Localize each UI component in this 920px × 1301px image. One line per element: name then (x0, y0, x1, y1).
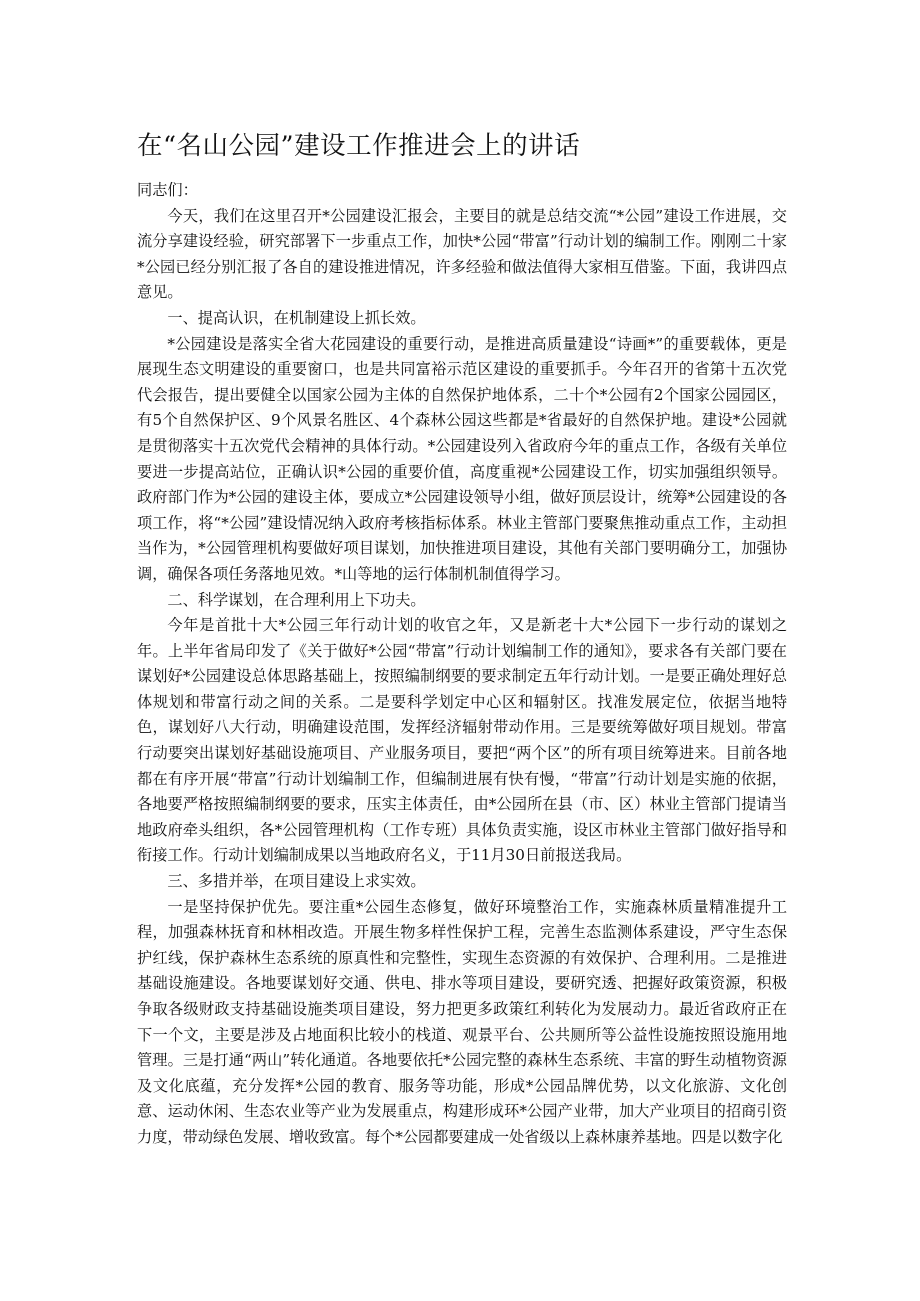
salutation: 同志们： (137, 181, 198, 199)
document-page (137, 0, 787, 1151)
section-3-body: 一是坚持保护优先。要注重*公园生态修复，做好环境整治工作，实施森林质量精准提升工程，加强森林抚育和林相改造。开展生物多样性保护工程，完善生态监测体系建设，严守生态保护红线，保护森林生态系统的原真性和完整性，实现生态资源的有效保护、合理利用。二是推进基础设施建设。各地要谋划好交通、供电、排水等项目建设，要研究透、把握好政策资源，积极争取各级财政支持基础设施类项目建设，努力把更多政策红利转化为发展动力。最近省政府正在下一个文，主要是涉及占地面积比较小的栈道、观景平台、公共厕所等公益性设施按照设施用地管理。三是打通“两山”转化通道。各地要依托*公园完整的森林生态系统、丰富的野生动植物资源及文化底蕴，充分发挥*公园的教育、服务等功能，形成*公园品牌优势，以文化旅游、文化创意、运动休闲、生态农业等产业为发展重点，构建形成环*公园产业带，加大产业项目的招商引资力度，带动绿色发展、增收致富。每个*公园都要建成一处省级以上森林康养基地。四是以数字化 (137, 897, 787, 1146)
document-title: 在“名山公园”建设工作推进会上的讲话 (137, 131, 581, 161)
section-2-body: 今年是首批十大*公园三年行动计划的收官之年，又是新老十大*公园下一步行动的谋划之年。上半年省局印发了《关于做好*公园“带富”行动计划编制工作的通知》，要求各有关部门要在谋划好*公园建设总体思路基础上，按照编制纲要的要求制定五年行动计划。一是要正确处理好总体规划和带富行动之间的关系。二是要科学划定中心区和辐射区。找准发展定位，依据当地特色，谋划好八大行动，明确建设范围，发挥经济辐射带动作用。三是要统筹做好项目规划。带富行动要突出谋划好基础设施项目、产业服务项目，要把“两个区”的所有项目统筹进来。目前各地都在有序开展“带富”行动计划编制工作，但编制进展有快有慢，“带富”行动计划是实施的依据，各地要严格按照编制纲要的要求，压实主体责任，由*公园所在县（市、区）林业主管部门提请当地政府牵头组织，各*公园管理机构（工作专班）具体负责实施，设区市林业主管部门做好指导和衔接工作。行动计划编制成果以当地政府名义，于11月30日前报送我局。 (137, 616, 787, 865)
section-1-body: *公园建设是落实全省大花园建设的重要行动，是推进高质量建设“诗画*”的重要载体，更是展现生态文明建设的重要窗口，也是共同富裕示范区建设的重要抓手。今年召开的省第十五次党代会报告，提出要健全以国家公园为主体的自然保护地体系，二十个*公园有2个国家公园园区，有5个自然保护区、9个风景名胜区、4个森林公园这些都是*省最好的自然保护地。建设*公园就是贯彻落实十五次党代会精神的具体行动。*公园建设列入省政府今年的重点工作，各级有关单位要进一步提高站位，正确认识*公园的重要价值，高度重视*公园建设工作，切实加强组织领导。政府部门作为*公园的建设主体，要成立*公园建设领导小组，做好顶层设计，统筹*公园建设的各项工作，将“*公园”建设情况纳入政府考核指标体系。林业主管部门要聚焦推动重点工作，主动担当作为，*公园管理机构要做好项目谋划，加快推进项目建设，其他有关部门要明确分工，加强协调，确保各项任务落地见效。*山等地的运行体制机制值得学习。 (137, 334, 787, 583)
section-2-heading: 二、科学谋划，在合理利用上下功夫。 (167, 590, 426, 609)
section-1-heading: 一、提高认识，在机制建设上抓长效。 (167, 308, 426, 327)
intro-paragraph: 今天，我们在这里召开*公园建设汇报会，主要目的就是总结交流“*公园”建设工作进展，交流分享建设经验，研究部署下一步重点工作，加快*公园“带富”行动计划的编制工作。刚刚二十家*公园已经分别汇报了各自的建设推进情况，许多经验和做法值得大家相互借鉴。下面，我讲四点意见。 (137, 206, 787, 302)
section-3-heading: 三、多措并举，在项目建设上求实效。 (167, 872, 426, 891)
